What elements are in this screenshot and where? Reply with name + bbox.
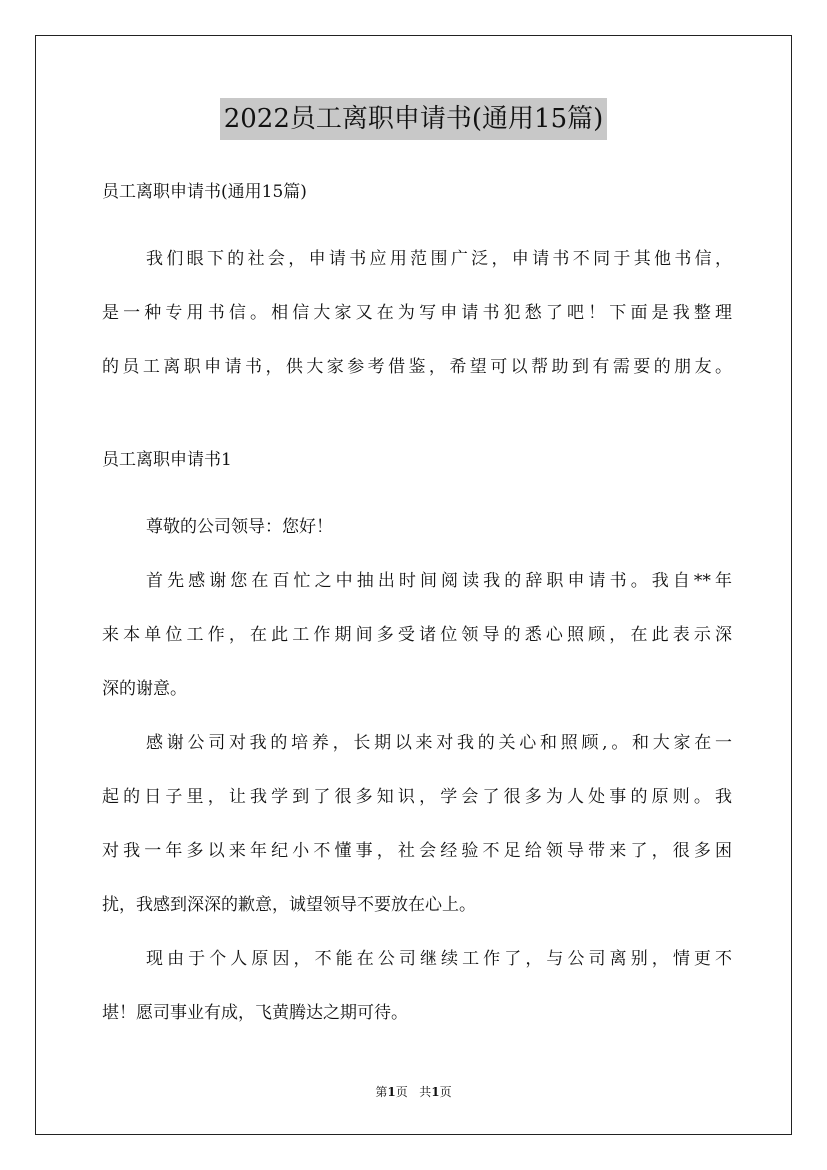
document-title: 2022员工离职申请书(通用15篇) (220, 98, 608, 140)
paragraph-line: 堪！愿司事业有成，飞黄腾达之期可待。 (102, 1003, 408, 1023)
title-container (0, 98, 827, 140)
paragraph-line: 现由于个人原因，不能在公司继续工作了，与公司离别，情更不 (146, 949, 732, 969)
intro-line: 是一种专用书信。相信大家又在为写申请书犯愁了吧！下面是我整理 (102, 303, 732, 323)
paragraph-line: 深的谢意。 (102, 679, 187, 699)
paragraph-line: 扰，我感到深深的歉意，诚望领导不要放在心上。 (102, 895, 476, 915)
intro-line: 我们眼下的社会，申请书应用范围广泛，申请书不同于其他书信， (146, 249, 732, 269)
paragraph-line: 感谢公司对我的培养，长期以来对我的关心和照顾,。和大家在一 (146, 733, 732, 753)
document-body (102, 176, 732, 1040)
intro-line: 的员工离职申请书，供大家参考借鉴，希望可以帮助到有需要的朋友。 (102, 357, 732, 377)
spacer (102, 394, 732, 444)
paragraph-line: 对我一年多以来年纪小不懂事，社会经验不足给领导带来了，很多困 (102, 841, 732, 861)
footer-page-number: 1 (387, 1085, 396, 1099)
footer-total-suffix: 页 (439, 1085, 452, 1099)
section-heading: 员工离职申请书1 (102, 450, 232, 470)
page-footer (0, 1083, 827, 1100)
footer-page-suffix: 页 (395, 1085, 408, 1099)
paragraph-line: 起的日子里，让我学到了很多知识，学会了很多为人处事的原则。我 (102, 787, 732, 807)
document-subtitle: 员工离职申请书(通用15篇) (102, 182, 307, 202)
footer-page-prefix: 第 (375, 1085, 388, 1099)
paragraph-line: 来本单位工作，在此工作期间多受诸位领导的悉心照顾，在此表示深 (102, 625, 732, 645)
footer-total-prefix: 共 (419, 1085, 432, 1099)
salutation: 尊敬的公司领导：您好！ (146, 517, 333, 537)
paragraph-line: 首先感谢您在百忙之中抽出时间阅读我的辞职申请书。我自**年 (146, 571, 732, 591)
footer-total-number: 1 (431, 1085, 440, 1099)
